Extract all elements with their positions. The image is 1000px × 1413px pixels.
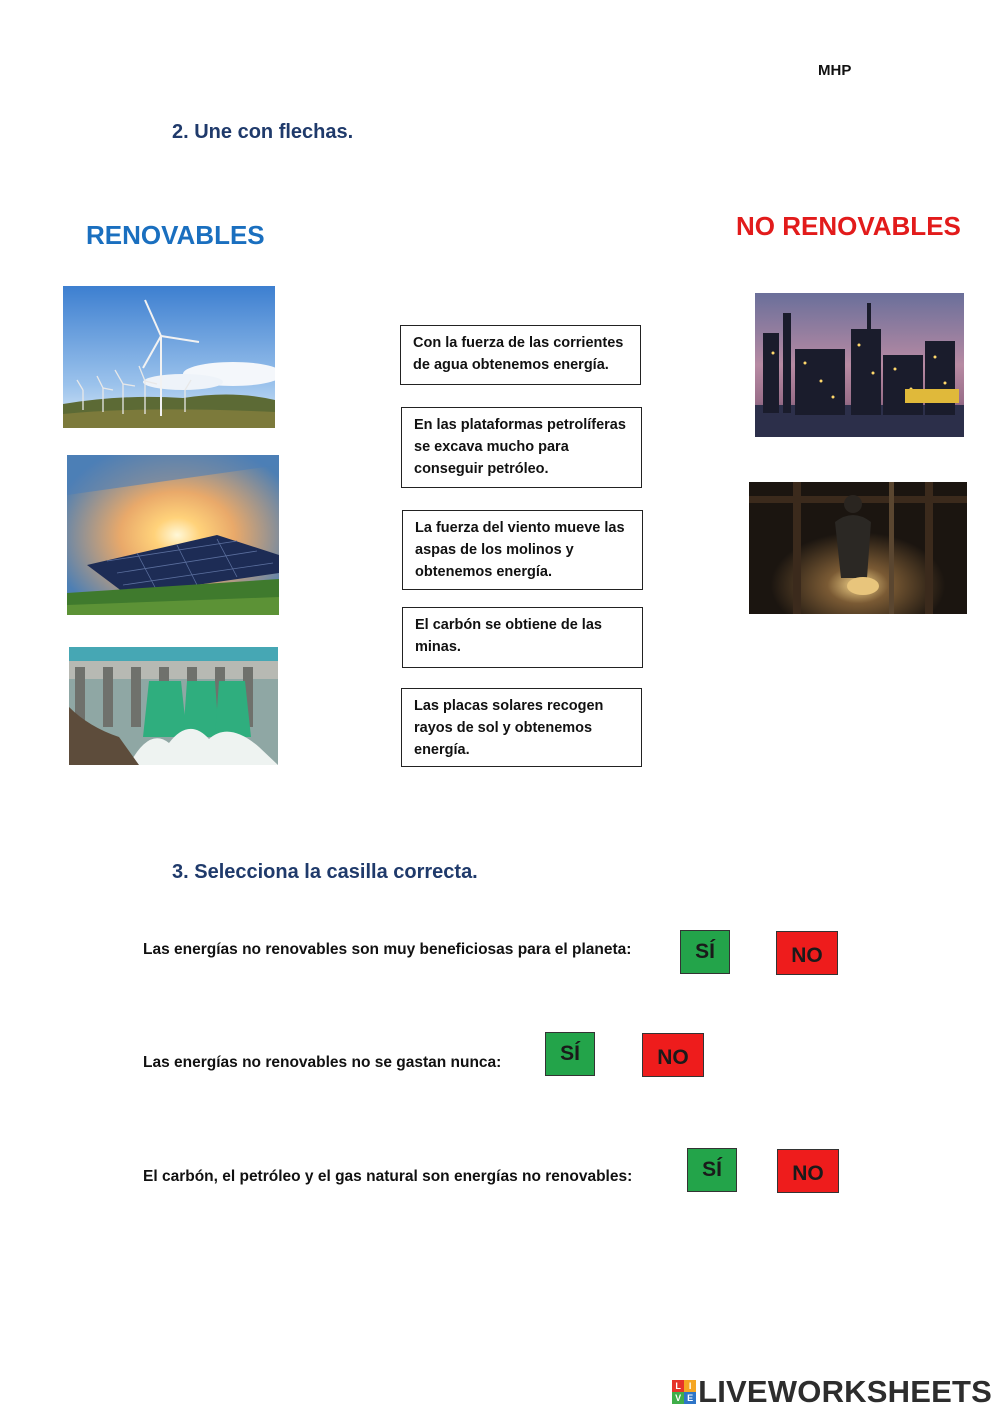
logo-letter: I xyxy=(684,1380,696,1392)
question-2-text: Las energías no renovables no se gastan nunca: xyxy=(143,1054,502,1071)
statement-text: Con la fuerza de las corrientes de agua obtenemos energía. xyxy=(413,335,624,373)
nonrenewables-heading: NO RENOVABLES xyxy=(736,211,961,241)
statement-text: El carbón se obtiene de las minas. xyxy=(415,617,602,655)
question-1-text: Las energías no renovables son muy beneficiosas para el planeta: xyxy=(143,941,632,958)
coal-mine-photo[interactable] xyxy=(749,482,967,614)
hydroelectric-dam-photo[interactable] xyxy=(69,647,278,765)
section-3-title: 3. Selecciona la casilla correcta. xyxy=(172,861,478,883)
statement-card[interactable] xyxy=(400,325,641,385)
statement-text: La fuerza del viento mueve las aspas de los molinos y obtenemos energía. xyxy=(415,520,625,580)
statement-card[interactable] xyxy=(402,510,643,590)
statement-card[interactable] xyxy=(401,688,642,767)
question-2-no-button[interactable]: NO xyxy=(642,1033,704,1077)
liveworksheets-logo-icon xyxy=(672,1380,696,1404)
section-2-title: 2. Une con flechas. xyxy=(172,121,354,143)
statement-text: Las placas solares recogen rayos de sol y obtenemos energía. xyxy=(414,698,604,758)
brand-name: LIVEWORKSHEETS xyxy=(698,1374,992,1409)
question-1-yes-button[interactable]: SÍ xyxy=(680,930,730,974)
author-initials: MHP xyxy=(818,62,852,79)
question-3-yes-button[interactable]: SÍ xyxy=(687,1148,737,1192)
solar-panels-photo[interactable] xyxy=(67,455,279,615)
question-2-yes-button[interactable]: SÍ xyxy=(545,1032,595,1076)
logo-letter: E xyxy=(684,1392,696,1404)
question-1-no-button[interactable]: NO xyxy=(776,931,838,975)
liveworksheets-brand[interactable] xyxy=(672,1374,992,1410)
renewables-heading: RENOVABLES xyxy=(86,220,265,250)
question-3-text: El carbón, el petróleo y el gas natural son energías no renovables: xyxy=(143,1168,633,1185)
statement-card[interactable] xyxy=(401,407,642,488)
wind-turbines-photo[interactable] xyxy=(63,286,275,428)
oil-platform-photo[interactable] xyxy=(755,293,964,437)
question-3-no-button[interactable]: NO xyxy=(777,1149,839,1193)
logo-letter: L xyxy=(672,1380,684,1392)
logo-letter: V xyxy=(672,1392,684,1404)
statement-text: En las plataformas petrolíferas se excava mucho para conseguir petróleo. xyxy=(414,417,626,477)
statement-card[interactable] xyxy=(402,607,643,668)
